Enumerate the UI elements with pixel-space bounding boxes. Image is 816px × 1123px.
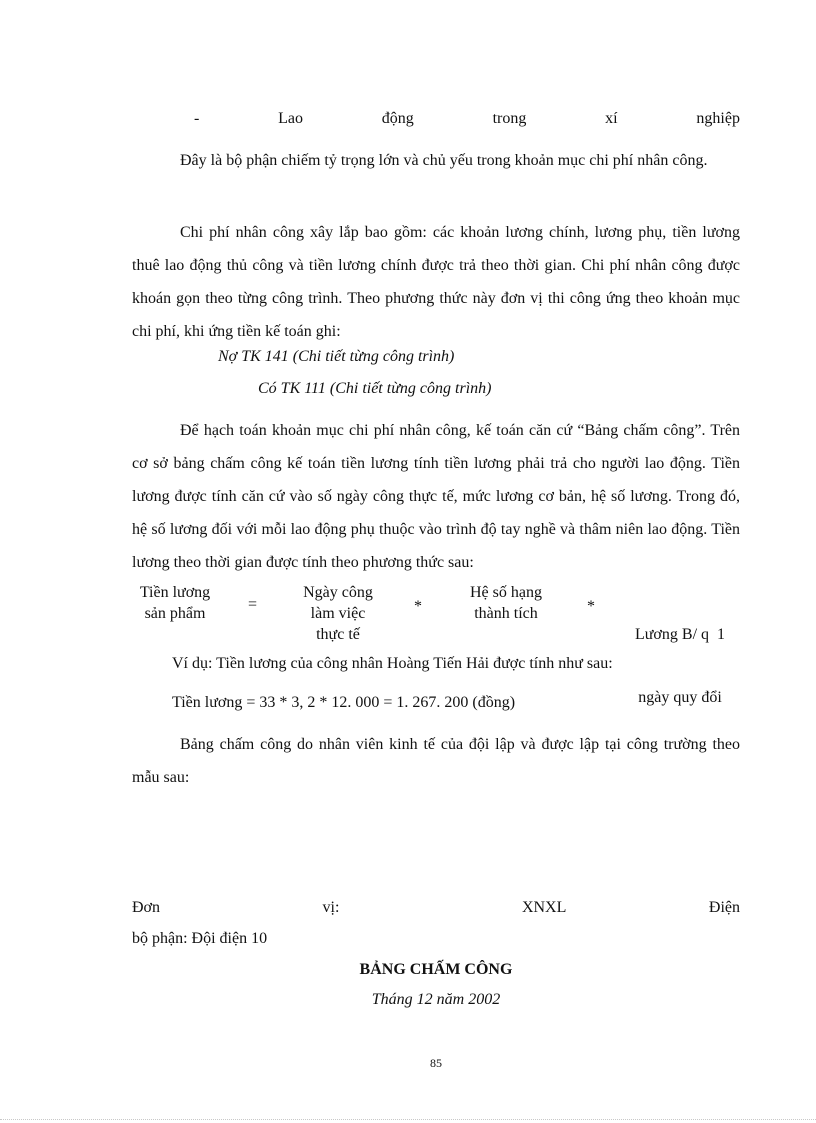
paragraph-1 xyxy=(132,144,740,177)
entry-debit: Nợ TK 141 (Chi tiết từng công trình) xyxy=(218,348,455,365)
formula-term-3-line1: Lương B/ q 1 xyxy=(634,626,726,643)
department-line: bộ phận: Đội điện 10 xyxy=(132,930,268,947)
formula-term-2-line1: Hệ số hạng xyxy=(470,584,542,601)
lead-word-2: động xyxy=(381,110,414,127)
paragraph-2-text: Chi phí nhân công xây lắp bao gồm: các khoản lương chính, lương phụ, tiền lương thuê lao động thủ công và tiền lương chính được trả theo thời gian. Chi phí nhân công được khoán gọn theo từng công trình. Theo phương thức này đơn vị thi công ứng theo khoản mục chi phí, khi ứng tiền kế toán ghi: xyxy=(132,224,740,340)
paragraph-3 xyxy=(132,414,740,579)
unit-word-1: Đơn xyxy=(132,899,161,916)
example-intro: Ví dụ: Tiền lương của công nhân Hoàng Tiến Hải được tính như sau: xyxy=(172,655,613,672)
formula-term-3-line2: ngày quy đổi xyxy=(638,689,722,706)
paragraph-1-text: Đây là bộ phận chiếm tỷ trọng lớn và chủ yếu trong khoản mục chi phí nhân công. xyxy=(180,152,708,169)
unit-word-4: Điện xyxy=(708,899,740,916)
unit-line xyxy=(132,899,740,917)
formula-term-3 xyxy=(618,582,742,750)
formula-mult-2: * xyxy=(587,598,595,615)
formula-mult-1: * xyxy=(414,598,422,615)
lead-word-3: trong xyxy=(492,110,527,127)
table-period: Tháng 12 năm 2002 xyxy=(371,991,501,1008)
formula-lhs xyxy=(130,582,220,624)
lead-word-1: Lao xyxy=(278,110,303,127)
lead-dash: - xyxy=(194,110,200,127)
formula-term-2 xyxy=(454,582,558,624)
formula-equals: = xyxy=(248,596,258,613)
lead-word-5: nghiệp xyxy=(696,110,740,127)
table-title: BẢNG CHẤM CÔNG xyxy=(359,961,513,978)
formula-term-1-line3: thực tế xyxy=(316,626,360,643)
paragraph-4-text: Bảng chấm công do nhân viên kinh tế của đội lập và được lập tại công trường theo mẫu sau: xyxy=(132,736,740,786)
example-calc: Tiền lương = 33 * 3, 2 * 12. 000 = 1. 267. 200 (đồng) xyxy=(172,694,516,711)
lead-line xyxy=(132,110,740,128)
page-bottom-divider xyxy=(0,1119,816,1120)
formula-term-1 xyxy=(288,582,388,645)
formula-term-1-line2: làm việc xyxy=(310,605,366,622)
paragraph-4 xyxy=(132,728,740,794)
page-number: 85 xyxy=(430,1056,442,1070)
entry-credit: Có TK 111 (Chi tiết từng công trình) xyxy=(258,380,492,397)
paragraph-2 xyxy=(132,216,740,348)
paragraph-3-text: Để hạch toán khoản mục chi phí nhân công, kế toán căn cứ “Bảng chấm công”. Trên cơ sở bảng chấm công kế toán tiền lương tính tiền lương phải trả cho người lao động. Tiền lương được tính căn cứ vào số ngày công thực tế, mức lương cơ bản, hệ số lương. Trong đó, hệ số lương đối với mỗi lao động phụ thuộc vào trình độ tay nghề và thâm niên lao động. Tiền lương theo thời gian được tính theo phương thức sau: xyxy=(132,422,740,571)
formula-term-2-line2: thành tích xyxy=(474,605,538,622)
formula-term-1-line1: Ngày công xyxy=(303,584,373,601)
formula-lhs-line2: sản phẩm xyxy=(144,605,206,622)
unit-word-3: XNXL xyxy=(521,899,567,916)
formula-lhs-line1: Tiền lương xyxy=(139,584,211,601)
lead-word-4: xí xyxy=(605,110,618,127)
unit-word-2: vị: xyxy=(322,899,340,916)
